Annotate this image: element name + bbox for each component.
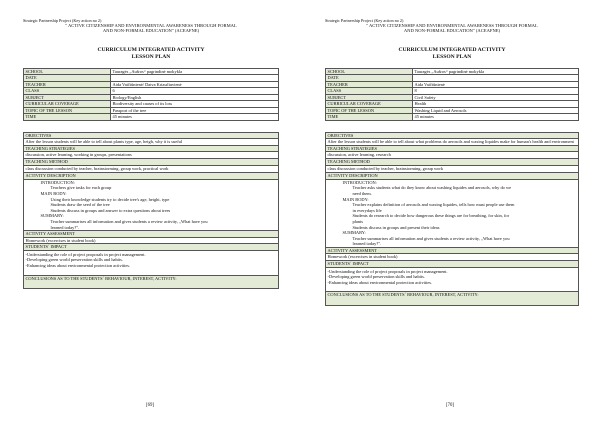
method-text: class discussion conducted by teacher, brainstorming, group work, practical work (24, 166, 278, 174)
info-value: Biodiversity and causes of its loss (111, 101, 279, 108)
strategies-text: discussion, active learning, research (326, 152, 578, 159)
info-value: Passport of the tree (111, 107, 279, 114)
description-line: Students do research to decide how dangerous these things are for breathing, for skin, for (352, 213, 510, 219)
impact-item: -Enhancing ideas about environmental protection activities. (25, 263, 131, 269)
page-header (23, 18, 279, 34)
description-line: Students discuss in groups and present their ideas (352, 224, 440, 230)
info-key: SUBJECT (326, 94, 413, 101)
strategies-heading: TEACHING STRATEGIES (326, 146, 578, 153)
method-text: class discussion conducted by teacher, brainstorming, group work (326, 166, 578, 174)
description-line: need them. (352, 190, 372, 196)
strategies-heading: TEACHING STRATEGIES (24, 146, 278, 153)
impact-item: -Enhancing ideas about environmental protection activities. (327, 279, 433, 285)
info-value: Tauragės „Aušros“ pagrindinė mokykla (413, 68, 579, 75)
description-heading: ACTIVITY DESCRIPTION (24, 173, 278, 180)
info-value: 6 (111, 88, 279, 95)
objectives-heading: OBJECTIVES (326, 133, 578, 140)
impact-heading: STUDENTS´ IMPACT (24, 244, 278, 251)
description-line: SUMMARY: (342, 230, 366, 236)
impact-item: -Understanding the role of project proposals in project management. (25, 251, 146, 257)
info-key: TOPIC OF THE LESSON (24, 107, 111, 114)
impact-body (326, 268, 578, 293)
info-key: TEACHER (326, 81, 413, 88)
description-heading: ACTIVITY DESCRIPTION (326, 173, 578, 180)
description-line: learned today?”. (50, 224, 80, 230)
project-title-line2: AND NON-FORMAL EDUCATION" (ACEAFNE) (102, 28, 200, 34)
info-key: DATE (24, 75, 111, 82)
info-key: SUBJECT (24, 94, 111, 101)
info-key: TIME (24, 114, 111, 121)
info-key: SCHOOL (326, 68, 413, 75)
description-line: INTRODUCTION: (342, 179, 377, 185)
page-content (23, 18, 279, 289)
info-table (325, 68, 579, 121)
page-right (300, 0, 600, 424)
description-line: Teacher summarises all information and gives students a review activity, „What have you (50, 218, 208, 224)
strategies-text: discussion, active learning, working in groups, presentations (24, 152, 278, 159)
info-table (23, 68, 279, 121)
info-value: Aida Vaičiūnienė (413, 81, 579, 88)
description-body (326, 180, 578, 248)
info-key: TEACHER (24, 81, 111, 88)
assessment-heading: ACTIVITY ASSESSMENT (326, 248, 578, 255)
project-title-line1: " ACTIVE CITIZENSHIP AND ENVIRONMENTAL AWARENESS THROUGH FORMAL (366, 23, 538, 29)
page-content (325, 18, 579, 306)
info-key: CURRICULAR COVERAGE (24, 101, 111, 108)
description-line: Teacher explains definition of aerosols and waxing liquides, tells how must people use them (352, 202, 515, 208)
conclusions-heading: CONCLUSIONS AS TO THE STUDENTS´ BEHAVIOUR, INTEREST, ACTIVITY: (326, 292, 578, 305)
lesson-titles (23, 47, 279, 61)
impact-item: -Developing green world preservation skills and habits. (25, 257, 123, 263)
page-number: [70] (446, 403, 454, 408)
conclusions-heading: CONCLUSIONS AS TO THE STUDENTS´ BEHAVIOUR, INTEREST, ACTIVITY: (24, 276, 278, 289)
description-line: MAIN BODY: (40, 190, 67, 196)
impact-heading: STUDENTS´ IMPACT (326, 261, 578, 268)
info-value: Tauragės „Aušros“ pagrindinė mokykla (111, 68, 279, 75)
description-line: MAIN BODY: (342, 196, 369, 202)
description-line: SUMMARY: (40, 213, 64, 219)
description-line: Students discuss in groups and answer to extra questions about trees (50, 207, 171, 213)
info-value: Health (413, 101, 579, 108)
info-key: TOPIC OF THE LESSON (326, 107, 413, 114)
info-value: Washing Liquid and Aerosols (413, 107, 579, 114)
heading-activity: CURRICULUM INTEGRATED ACTIVITY (398, 46, 506, 53)
method-heading: TEACHING METHOD (24, 159, 278, 166)
page-number: [69] (146, 403, 154, 408)
project-label: Strategic Partnership Project (Key action no 2) (325, 18, 404, 23)
assessment-heading: ACTIVITY ASSESSMENT (24, 231, 278, 238)
info-value: 8 (413, 88, 579, 95)
impact-item: -Developing green world preservation skills and habits. (327, 274, 425, 280)
description-body (24, 180, 278, 231)
impact-body (24, 251, 278, 276)
method-heading: TEACHING METHOD (326, 159, 578, 166)
info-value: Biology/English (111, 94, 279, 101)
info-value: 45 minutes (111, 114, 279, 121)
heading-activity: CURRICULUM INTEGRATED ACTIVITY (97, 46, 205, 53)
info-value: 45 minutes (413, 114, 579, 121)
description-line: Teachers give tasks for each group (50, 185, 112, 191)
project-title-line1: " ACTIVE CITIZENSHIP AND ENVIRONMENTAL AWARENESS THROUGH FORMAL (65, 23, 237, 29)
description-line: Teacher summarises all information and gives students a review activity, „What have you (352, 235, 510, 241)
assessment-text: Homework (excercises in student book) (24, 238, 278, 245)
objectives-heading: OBJECTIVES (24, 133, 278, 140)
info-value: Civil Safety (413, 94, 579, 101)
info-key: CLASS (24, 88, 111, 95)
info-row (326, 114, 579, 121)
info-row (24, 114, 279, 121)
objectives-text: After the lesson students will be able to tell about plants type, age, heigh, why it is useful (24, 139, 278, 146)
heading-lesson-plan: LESSON PLAN (131, 53, 171, 60)
info-key: CLASS (326, 88, 413, 95)
description-line: INTRODUCTION: (40, 179, 75, 185)
assessment-text: Homework (excercises in student book) (326, 254, 578, 261)
objectives-text: After the lesson students will be able to tell about what problems do aerosols and waxing liquides make for human's health and environment (326, 139, 578, 146)
description-line: Students draw the seed of the tree (50, 202, 110, 208)
info-key: SCHOOL (24, 68, 111, 75)
description-line: learned today?”. (352, 241, 382, 247)
project-label: Strategic Partnership Project (Key action no 2) (23, 18, 102, 23)
info-key: CURRICULAR COVERAGE (326, 101, 413, 108)
info-key: DATE (326, 75, 413, 82)
impact-item: -Understanding the role of project proposals in project management. (327, 268, 448, 274)
project-title-line2: AND NON-FORMAL EDUCATION" (ACEAFNE) (403, 28, 501, 34)
info-value: Aida Vaičiūnienė/ Daiva Kriaučiuvienė (111, 81, 279, 88)
description-line: in everydays life (352, 207, 382, 213)
description-line: Teacher asks students what do they know about washing liquides and aerosols, why do we (352, 185, 512, 191)
page-header (325, 18, 579, 34)
lesson-plan-box (325, 132, 579, 306)
lesson-plan-box (23, 132, 279, 290)
info-key: TIME (326, 114, 413, 121)
description-line: plants (352, 218, 363, 224)
description-line: Using their knowledge students try to decide tree's age, height, type (50, 196, 170, 202)
heading-lesson-plan: LESSON PLAN (432, 53, 472, 60)
lesson-titles (325, 47, 579, 61)
